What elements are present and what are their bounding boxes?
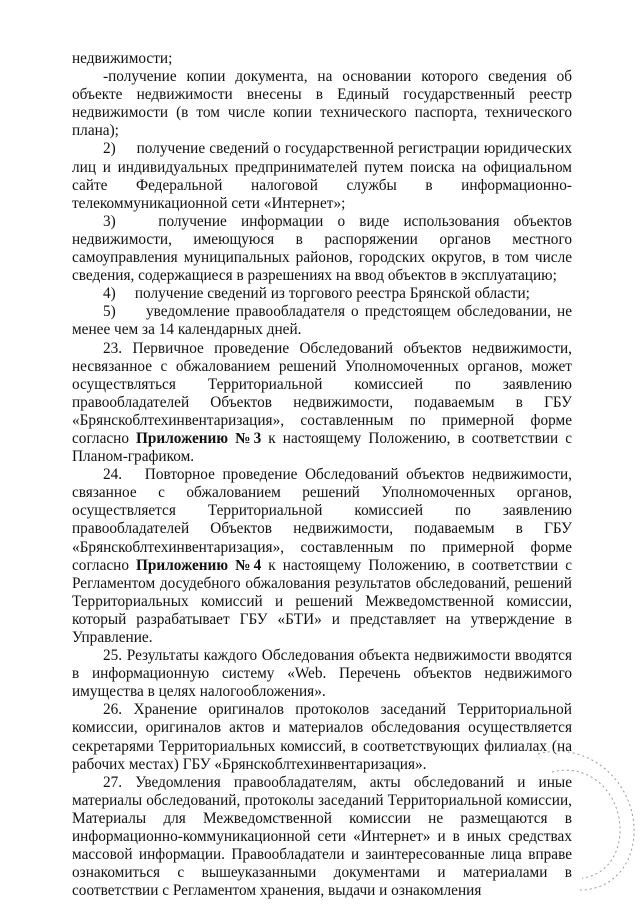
appendix-3-reference: Приложению №3 [136, 429, 262, 447]
paragraph-23 [72, 340, 572, 467]
paragraph-26: 26. Хранение оригиналов протоколов заседаний Территориальной комиссии, оригиналов актов и материалов обследования осуществляется секретарями Территориальных комиссий, в соответствующих филиалах (на рабочих местах) ГБУ «Брянскоблтехинвентаризация». [72, 701, 572, 773]
paragraph-27: 27. Уведомления правообладателям, акты обследований и иные материалы обследований, протоколы заседаний Территориальной комиссии, Материалы для Межведомственной комиссии не размещаются в информационно-коммуникационной сети «Интернет» и в иных средствах массовой информации. Правообладатели и заинтересованные лица вправе ознакомиться с вышеуказанными документами и материалами в соответствии с Регламентом хранения, выдачи и ознакомления [72, 773, 572, 900]
paragraph-24-tail: к настоящему Положению, в соответствии с Регламентом досудебного обжалования результатов обследований, решений Территориальных комиссий и решений Межведомственной комиссии, который разрабатывает ГБУ «БТИ» и представляет на утверждение в Управление. [72, 556, 572, 646]
paragraph-item-3: 3) получение информации о виде использования объектов недвижимости, имеющуюся в распоряжении органов местного самоуправления муниципальных районов, городских округов, в том числе сведения, содержащиеся в разрешениях на ввод объектов в эксплуатацию; [72, 212, 572, 285]
paragraph-24-text: 24. Повторное проведение Обследований объектов недвижимости, связанное с обжалованием решений Уполномоченных органов, осуществляется Территориальной комиссией по заявлению правообладателей Объектов недвижимости, подаваемым в ГБУ «Брянскоблтехинвентаризация», составленным по примерной форме согласно [72, 466, 572, 574]
paragraph-23-text: 23. Первичное проведение Обследований объектов недвижимости, несвязанное с обжалованием решений Уполномоченных органов, может осуществляться Территориальной комиссией по заявлению правообладателей Объектов недвижимости, подаваемым в ГБУ «Брянскоблтехинвентаризация», составленным по примерной форме согласно [72, 339, 572, 447]
paragraph-continuation: недвижимости; [72, 50, 173, 67]
paragraph-25: 25. Результаты каждого Обследования объекта недвижимости вводятся в информационную систему «Web. Перечень объектов недвижимого имущества в целях налогообложения». [72, 647, 572, 701]
document-body [72, 50, 572, 900]
paragraph-item-4: 4) получение сведений из торгового реестра Брянской области; [103, 285, 530, 303]
paragraph-24 [72, 466, 572, 647]
paragraph-23-tail: к настоящему Положению, в соответствии с Планом-графиком. [72, 429, 572, 466]
paragraph-item-5: 5) уведомление правообладателя о предстоящем обследовании, не менее чем за 14 календарных дней. [72, 303, 572, 339]
appendix-4-reference: Приложению №4 [136, 556, 262, 574]
paragraph-item-2: 2) получение сведений о государственной регистрации юридических лиц и индивидуальных предпринимателей путем поиска на официальном сайте Федеральной налоговой службы в информационно-телекоммуникационной сети «Интернет»; [72, 140, 572, 212]
paragraph-bullet-copy-document: -получение копии документа, на основании которого сведения об объекте недвижимости внесены в Единый государственный реестр недвижимости (в том числе копии технического паспорта, технического плана); [72, 68, 572, 140]
